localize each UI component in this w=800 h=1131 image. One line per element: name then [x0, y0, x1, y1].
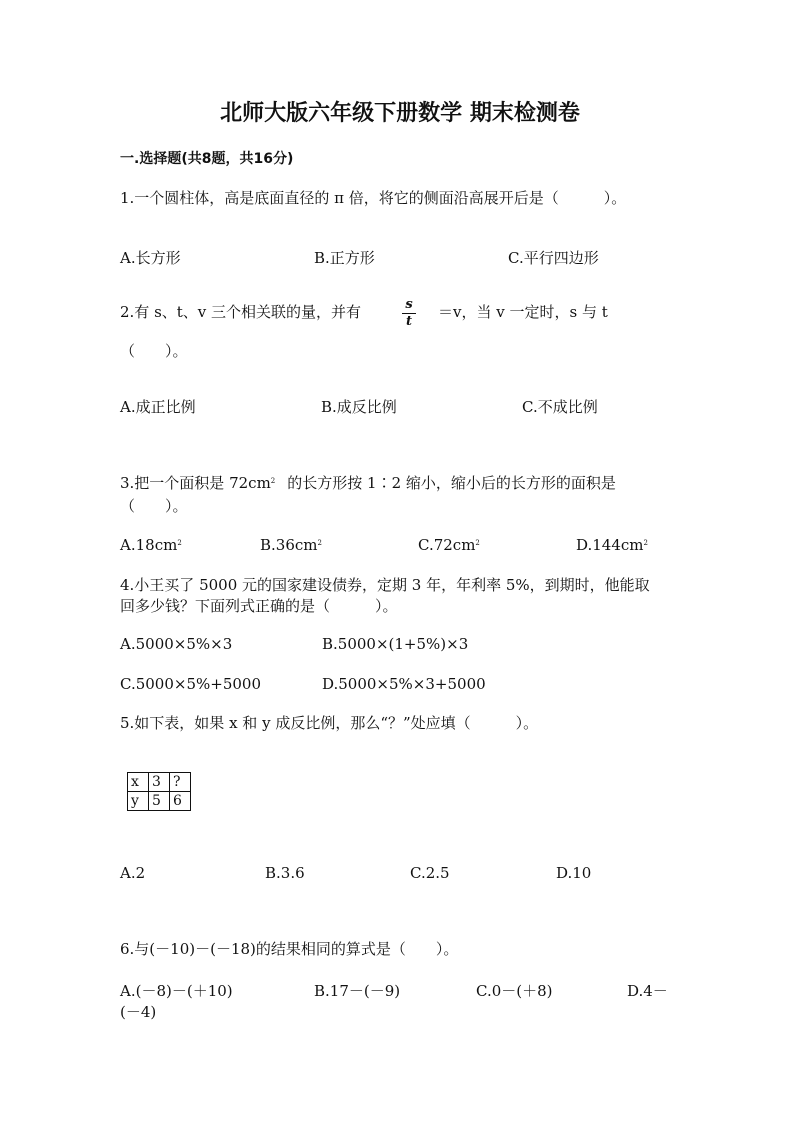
- fraction-numerator: s: [405, 297, 413, 312]
- question-6-option-a[interactable]: A.(－8)－(＋10): [120, 982, 233, 1000]
- fraction-denominator: t: [405, 314, 412, 329]
- table-cell: 3: [149, 773, 170, 792]
- question-5-option-a[interactable]: A.2: [120, 864, 146, 882]
- superscript: 2: [270, 477, 276, 485]
- question-6-option-b[interactable]: B.17－(－9): [314, 982, 401, 1000]
- question-3-option-c[interactable]: [418, 536, 480, 554]
- question-1-option-b[interactable]: B.正方形: [314, 249, 375, 267]
- question-3-option-d-text: D.144cm: [576, 536, 644, 554]
- question-3-option-a-text: A.18cm: [120, 536, 178, 554]
- question-1-option-a[interactable]: A.长方形: [120, 249, 181, 267]
- table-cell: ?: [170, 773, 191, 792]
- question-3-option-b[interactable]: [260, 536, 322, 554]
- question-2-stem-continued: ＝v，当 v 一定时，s 与 t: [438, 303, 608, 321]
- question-2-option-b[interactable]: B.成反比例: [321, 398, 397, 416]
- question-6-option-d[interactable]: D.4－: [627, 982, 668, 1000]
- question-2-option-a[interactable]: A.成正比例: [120, 398, 196, 416]
- question-3-stem-post: 的长方形按 1∶2 缩小，缩小后的长方形的面积是: [287, 474, 616, 492]
- superscript: 2: [317, 539, 322, 547]
- question-5-option-d[interactable]: D.10: [556, 864, 592, 882]
- table-cell: 6: [170, 792, 191, 811]
- xy-table: [127, 772, 191, 811]
- section-heading: 一.选择题(共8题，共16分): [120, 151, 294, 167]
- question-3-option-c-text: C.72cm: [418, 536, 476, 554]
- question-2-stem-line2: （ ）。: [120, 342, 188, 360]
- question-4-stem-line2: 回多少钱？下面列式正确的是（ ）。: [120, 597, 398, 615]
- question-6-option-c[interactable]: C.0－(＋8): [476, 982, 553, 1000]
- question-1-stem: 1.一个圆柱体，高是底面直径的 π 倍，将它的侧面沿高展开后是（ ）。: [120, 189, 627, 207]
- superscript: 2: [177, 539, 182, 547]
- question-3-option-d[interactable]: [576, 536, 648, 554]
- table-row: [128, 773, 191, 792]
- question-3-stem-pre: 3.把一个面积是 72cm: [120, 474, 271, 492]
- question-3-stem: [120, 474, 616, 492]
- table-cell: 5: [149, 792, 170, 811]
- question-4-stem: 4.小王买了 5000 元的国家建设债券，定期 3 年，年利率 5%，到期时，他能取: [120, 576, 650, 594]
- table-cell: y: [128, 792, 149, 811]
- question-4-option-b[interactable]: B.5000×(1+5%)×3: [322, 635, 469, 653]
- superscript: 2: [475, 539, 480, 547]
- question-4-option-d[interactable]: D.5000×5%×3+5000: [322, 675, 486, 693]
- question-4-option-a[interactable]: A.5000×5%×3: [120, 635, 233, 653]
- question-5-stem: 5.如下表，如果 x 和 y 成反比例，那么“？”处应填（ ）。: [120, 714, 539, 732]
- question-2-stem: 2.有 s、t、v 三个相关联的量，并有: [120, 303, 362, 321]
- question-5-option-c[interactable]: C.2.5: [410, 864, 450, 882]
- question-6-option-d-line2: (－4): [120, 1003, 157, 1021]
- table-row: [128, 792, 191, 811]
- question-3-option-a[interactable]: [120, 536, 182, 554]
- table-cell: x: [128, 773, 149, 792]
- page-title: 北师大版六年级下册数学 期末检测卷: [220, 101, 580, 126]
- question-5-option-b[interactable]: B.3.6: [265, 864, 305, 882]
- question-6-stem: 6.与(－10)－(－18)的结果相同的算式是（ ）。: [120, 940, 459, 958]
- question-3-option-b-text: B.36cm: [260, 536, 318, 554]
- question-2-option-c[interactable]: C.不成比例: [522, 398, 598, 416]
- question-3-stem-line2: （ ）。: [120, 497, 188, 515]
- superscript: 2: [643, 539, 648, 547]
- question-4-option-c[interactable]: C.5000×5%+5000: [120, 675, 261, 693]
- question-1-option-c[interactable]: C.平行四边形: [508, 249, 599, 267]
